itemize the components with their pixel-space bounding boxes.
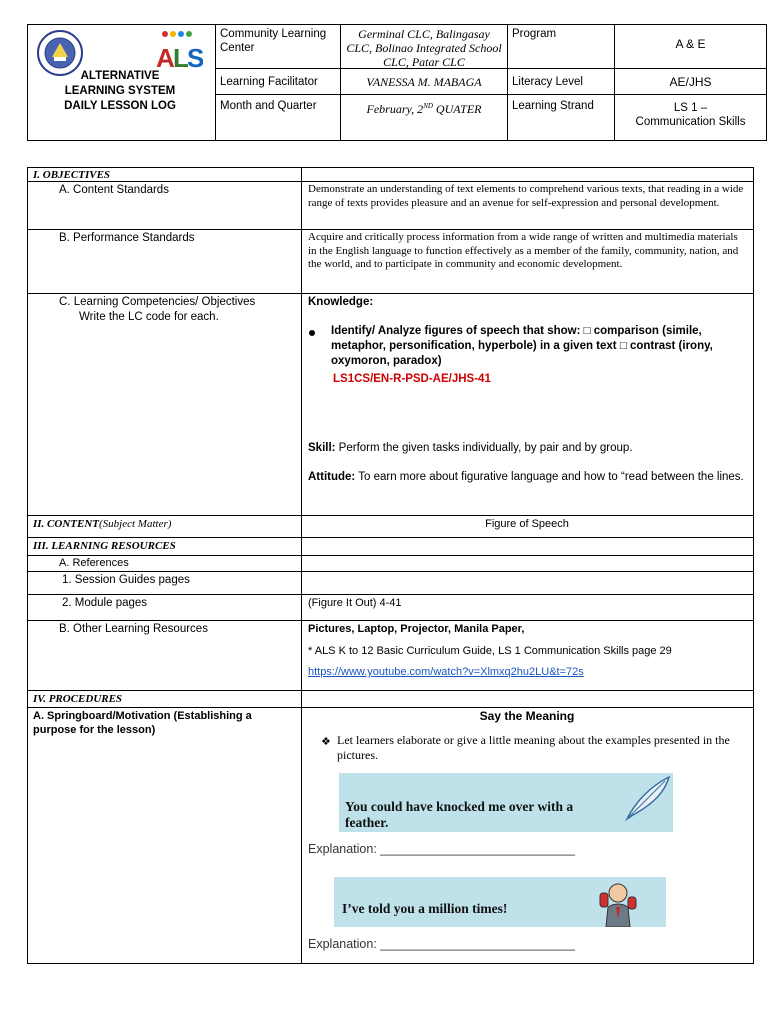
example-banner-2 xyxy=(334,877,666,927)
system-title xyxy=(32,69,208,114)
program-label: Program xyxy=(508,25,615,69)
competencies-line-2: Write the LC code for each. xyxy=(79,311,219,323)
example-1-text: You could have knocked me over with a feather. xyxy=(345,799,574,830)
content-standards-text: Demonstrate an understanding of text elements to comprehend various texts, that reading in a wide range of texts provides pleasure and an avenue for self-expression and personal development. xyxy=(308,183,744,209)
competencies-label xyxy=(59,295,299,325)
attitude-label: Attitude: xyxy=(308,471,356,483)
skill-label: Skill: xyxy=(308,442,336,454)
clc-value: Germinal CLC, Balingasay CLC, Bolinao Integrated School CLC, Patar CLC xyxy=(341,25,508,69)
other-resources-label: B. Other Learning Resources xyxy=(59,623,208,635)
strand-line-2: Communication Skills xyxy=(635,116,746,128)
resources-heading: III. LEARNING RESOURCES xyxy=(33,540,176,552)
month-quarter-text: QUATER xyxy=(432,102,482,116)
svg-text:S: S xyxy=(187,43,203,73)
activity-title: Say the Meaning xyxy=(479,709,575,723)
strand-label: Learning Strand xyxy=(508,95,615,140)
clc-label: Community Learning Center xyxy=(216,25,341,69)
skill-line xyxy=(308,441,748,456)
phone-man-icon xyxy=(592,879,642,927)
month-value-text: February, 2 xyxy=(366,102,424,116)
springboard-label: A. Springboard/Motivation (Establishing a purpose for the lesson) xyxy=(33,710,252,736)
literacy-value: AE/JHS xyxy=(615,69,766,95)
title-line-2: LEARNING SYSTEM xyxy=(64,85,176,97)
strand-value xyxy=(615,95,766,140)
content-heading xyxy=(33,517,171,532)
facilitator-label: Learning Facilitator xyxy=(216,69,341,95)
literacy-label: Literacy Level xyxy=(508,69,615,95)
svg-text:A: A xyxy=(156,43,175,73)
performance-standards-text: Acquire and critically process information from a wide range of written and multimedia materials in the English language to function effectively as a member of the family, community, nation, and the world, and to participate in community and economic development. xyxy=(308,231,739,270)
content-standards-label: A. Content Standards xyxy=(59,184,169,196)
feather-icon xyxy=(621,773,673,823)
youtube-link[interactable]: https://www.youtube.com/watch?v=Xlmxq2hu2LU&t=72s xyxy=(308,666,584,678)
content-heading-sub: (Subject Matter) xyxy=(99,518,172,530)
attitude-line xyxy=(308,470,748,485)
other-resources-value: Pictures, Laptop, Projector, Manila Paper, xyxy=(308,623,525,635)
objectives-heading: I. OBJECTIVES xyxy=(33,169,111,181)
skill-text: Perform the given tasks individually, by pair and by group. xyxy=(335,442,633,454)
strand-line-1: LS 1 – xyxy=(673,102,708,114)
example-2-text: I’ve told you a million times! xyxy=(342,901,508,916)
attitude-text: To earn more about figurative language and how to “read between the lines. xyxy=(355,471,744,483)
facilitator-value: VANESSA M. MABAGA xyxy=(341,69,508,95)
month-label: Month and Quarter xyxy=(216,95,341,140)
references-label: A. References xyxy=(59,557,129,569)
bullet-icon xyxy=(309,330,315,336)
month-sup: ND xyxy=(423,102,433,110)
explanation-2: Explanation: ____________________________ xyxy=(308,937,575,951)
program-value: A & E xyxy=(615,25,766,69)
procedures-heading: IV. PROCEDURES xyxy=(33,693,123,705)
diamond-bullet-icon: ❖ xyxy=(321,736,331,748)
explanation-1: Explanation: ____________________________ xyxy=(308,842,575,856)
knowledge-text: Identify/ Analyze figures of speech that show: □ comparison (simile, metaphor, personification, hyperbole) in a given text □ contrast (irony, oxymoron, paradox) xyxy=(331,325,713,367)
module-pages-value: (Figure It Out) 4-41 xyxy=(308,597,402,609)
header-table xyxy=(27,24,767,141)
competencies-line-1: C. Learning Competencies/ Objectives xyxy=(59,296,256,308)
content-value: Figure of Speech xyxy=(485,518,569,530)
instruction-text: Let learners elaborate or give a little meaning about the examples presented in the pictures. xyxy=(337,733,730,762)
knowledge-label: Knowledge: xyxy=(308,296,374,308)
lc-code: LS1CS/EN-R-PSD-AE/JHS-41 xyxy=(333,373,491,385)
module-pages-label: 2. Module pages xyxy=(62,597,148,609)
content-heading-text: II. CONTENT xyxy=(33,518,100,530)
performance-standards-label: B. Performance Standards xyxy=(59,232,195,244)
month-value xyxy=(341,95,508,140)
title-line-1: ALTERNATIVE xyxy=(80,70,160,82)
curriculum-guide-text: * ALS K to 12 Basic Curriculum Guide, LS 1 Communication Skills page 29 xyxy=(308,645,672,657)
example-banner-1 xyxy=(339,773,673,832)
svg-text:L: L xyxy=(173,43,189,73)
lesson-log-table xyxy=(27,167,754,964)
session-guides-label: 1. Session Guides pages xyxy=(62,574,190,586)
title-line-3: DAILY LESSON LOG xyxy=(64,100,176,112)
